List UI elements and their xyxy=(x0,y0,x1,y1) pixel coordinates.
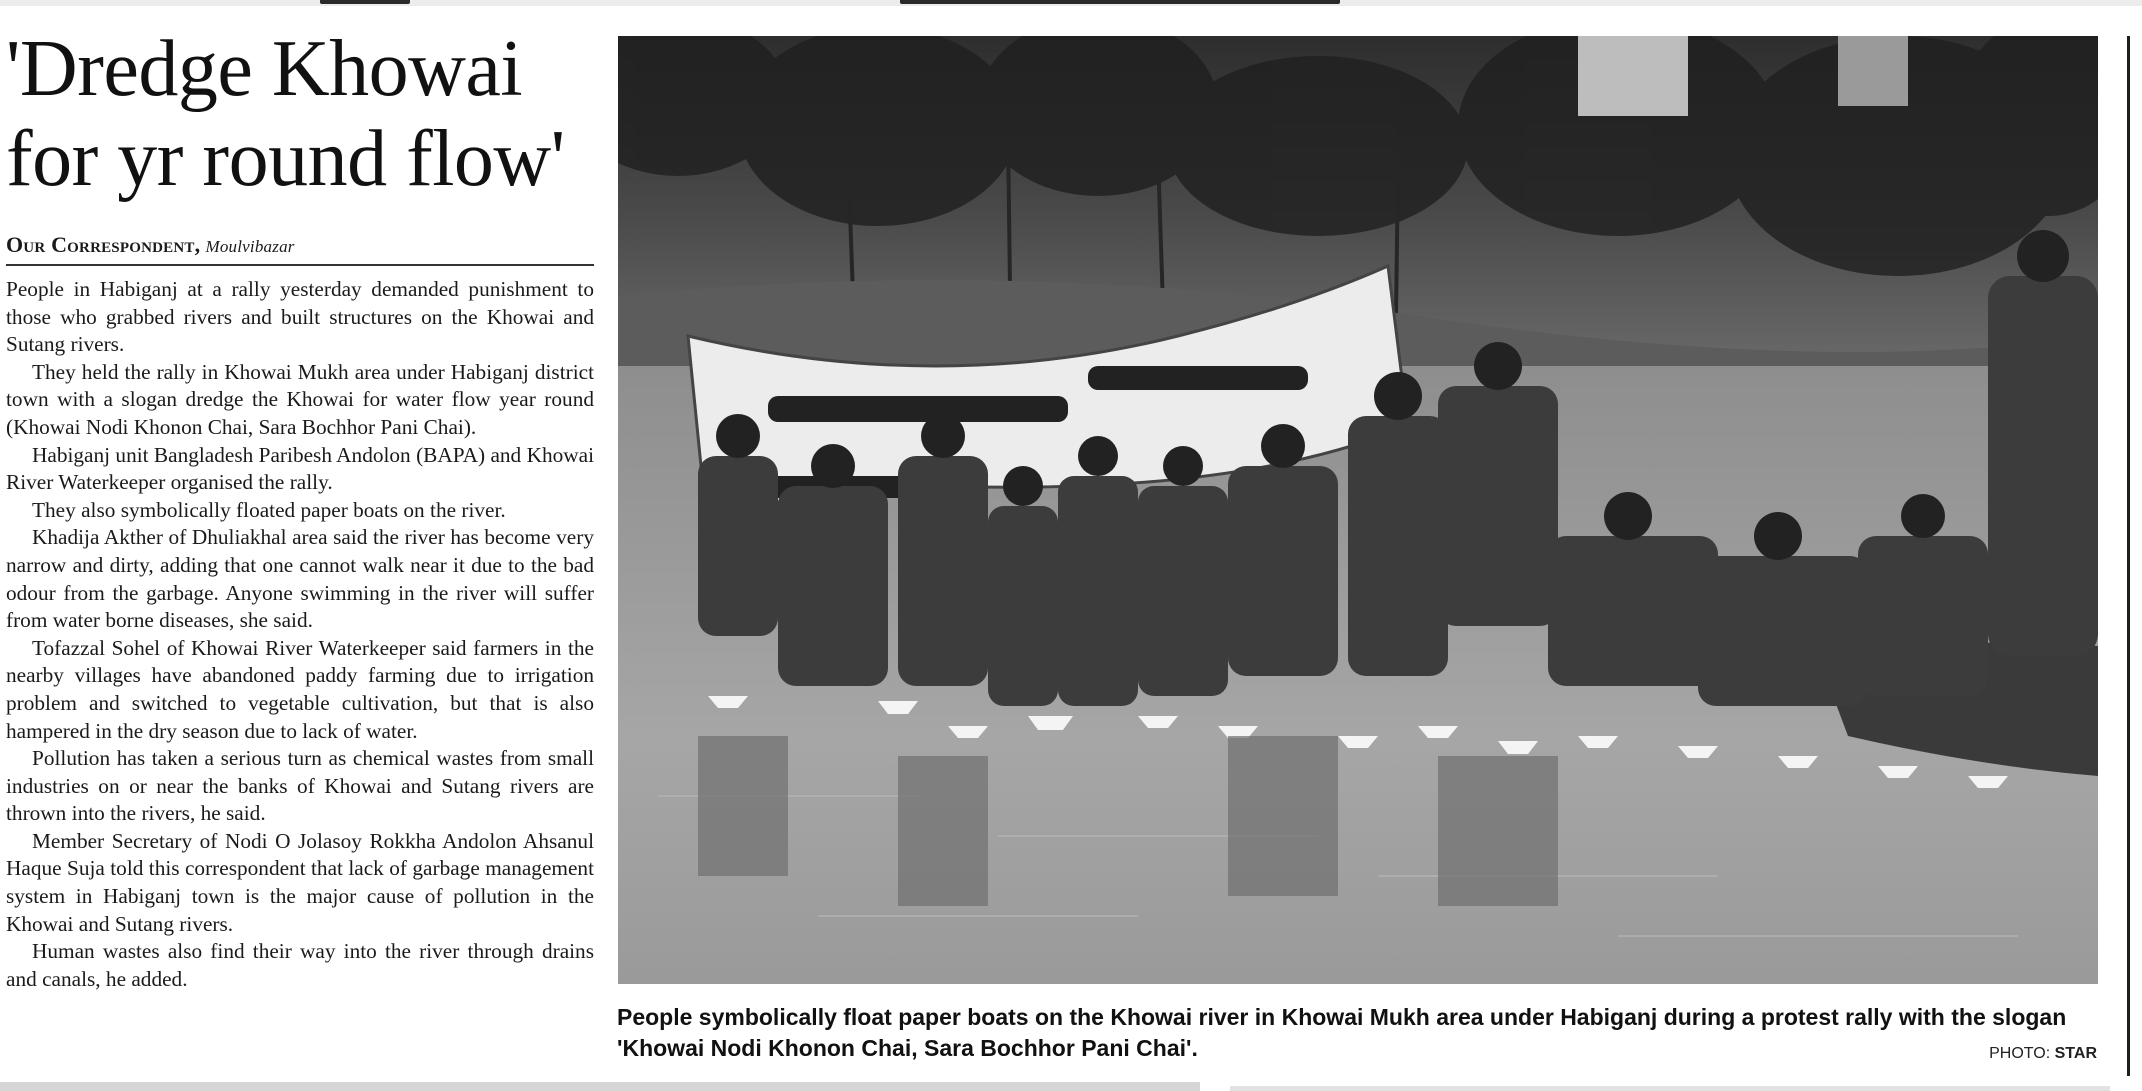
photo-caption: People symbolically float paper boats on the Khowai river in Khowai Mukh area under Habiganj during a protest rally with the slogan 'Khowai Nodi Khonon Chai, Sara Bochhor Pani Chai'. xyxy=(617,1004,2067,1061)
photo-credit-source: STAR xyxy=(2054,1045,2097,1062)
headline: 'Dredge Khowai for yr round flow' xyxy=(6,25,565,203)
column-rule xyxy=(2127,36,2130,1076)
body-paragraph: Habiganj unit Bangladesh Paribesh Andolon (BAPA) and Khowai River Waterkeeper organised the rally. xyxy=(6,442,594,495)
body-paragraph: Tofazzal Sohel of Khowai River Waterkeeper said farmers in the nearby villages have abandoned paddy farming due to irrigation problem and switched to vegetable cultivation, but that is also hampered in the dry season due to lack of water. xyxy=(6,635,594,743)
news-photo xyxy=(618,36,2098,984)
article-body xyxy=(6,276,594,993)
body-paragraph: They held the rally in Khowai Mukh area under Habiganj district town with a slogan dredge the Khowai for water flow year round (Khowai Nodi Khonon Chai, Sara Bochhor Pani Chai). xyxy=(6,359,594,439)
article xyxy=(6,24,594,993)
byline-name: Our Correspondent, xyxy=(6,232,201,257)
building xyxy=(1578,36,1688,116)
body-paragraph: They also symbolically floated paper boats on the river. xyxy=(32,497,506,522)
body-paragraph: Khadija Akther of Dhuliakhal area said the river has become very narrow and dirty, adding that one cannot walk near it due to the bad odour from the garbage. Anyone swimming in the river will suffer from water borne diseases, she said. xyxy=(6,525,594,633)
body-paragraph: Human wastes also find their way into the river through drains and canals, he added. xyxy=(6,939,594,991)
photo-credit-prefix: PHOTO: xyxy=(1989,1045,2051,1062)
cut-off-header-fragment xyxy=(320,0,410,4)
byline xyxy=(6,232,594,266)
body-paragraph: Pollution has taken a serious turn as chemical wastes from small industries on or near the banks of Khowai and Sutang rivers are thrown into the rivers, he said. xyxy=(6,746,594,826)
body-paragraph: Member Secretary of Nodi O Jolasoy Rokkha Andolon Ahsanul Haque Suja told this correspondent that lack of garbage management system in Habiganj town is the major cause of pollution in the Khowai and Sutang rivers. xyxy=(6,828,594,936)
bottom-page-edge xyxy=(0,1082,1200,1091)
photo-credit xyxy=(1989,1045,2097,1063)
body-paragraph: People in Habiganj at a rally yesterday demanded punishment to those who grabbed rivers and built structures on the Khowai and Sutang rivers. xyxy=(6,277,594,357)
building xyxy=(1838,36,1908,106)
cut-off-header-fragment xyxy=(900,0,1340,4)
bottom-page-edge xyxy=(1230,1086,2110,1091)
byline-location: Moulvibazar xyxy=(205,237,295,256)
photo-illustration xyxy=(618,36,2098,984)
